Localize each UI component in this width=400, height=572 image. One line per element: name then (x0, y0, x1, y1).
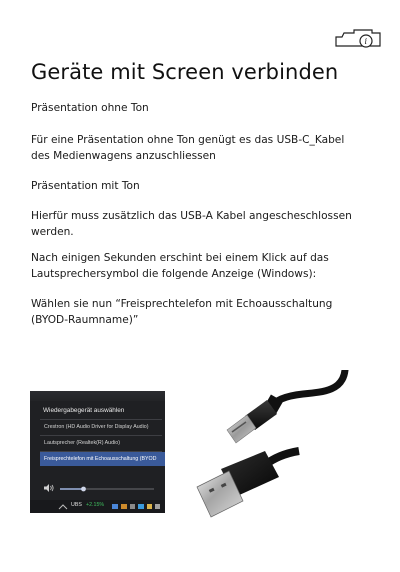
heading-with-sound: Präsentation mit Ton (31, 180, 140, 192)
volume-slider[interactable] (58, 486, 158, 492)
chevron-up-icon[interactable] (58, 503, 68, 510)
tray-icons[interactable] (112, 503, 160, 510)
usb-c-cable-image (215, 370, 355, 452)
usb-a-cable-image (195, 447, 300, 519)
windows-taskbar (30, 500, 165, 513)
info-tag-icon (334, 27, 382, 49)
paragraph-usb-a: Hierfür muss zusätzlich das USB-A Kabel angescheschlossen werden. (31, 210, 352, 238)
paragraph-usb-c: Für eine Präsentation ohne Ton genügt es das USB-C_Kabel des Medienwagens anzuschliessen (31, 134, 345, 162)
page-title: Geräte mit Screen verbinden (31, 60, 339, 84)
audio-device-flyout (30, 391, 165, 513)
stock-change: +2.15% (86, 502, 105, 508)
svg-text:i: i (364, 37, 368, 46)
paragraph-select-device: Wählen sie nun “Freisprechtelefon mit Echoausschaltung (BYOD-Raumname)” (31, 298, 333, 326)
device-option-realtek[interactable]: Lautsprecher (Realtek(R) Audio) (44, 440, 120, 446)
paragraph-speaker-hint: Nach einigen Sekunden erschint bei einem Klick auf das Lautsprechersymbol die folgende Anzeige (Windows): (31, 252, 329, 280)
flyout-top-strip (30, 391, 165, 401)
flyout-header: Wiedergabegerät auswählen (43, 407, 125, 414)
device-option-crestron[interactable]: Crestron (HD Audio Driver for Display Audio) (44, 424, 149, 430)
speaker-icon[interactable] (43, 483, 55, 493)
heading-no-sound: Präsentation ohne Ton (31, 102, 149, 114)
stock-ticker: UBS (71, 502, 82, 508)
device-option-byod[interactable]: Freisprechtelefon mit Echoausschaltung (BYOD (40, 452, 165, 466)
